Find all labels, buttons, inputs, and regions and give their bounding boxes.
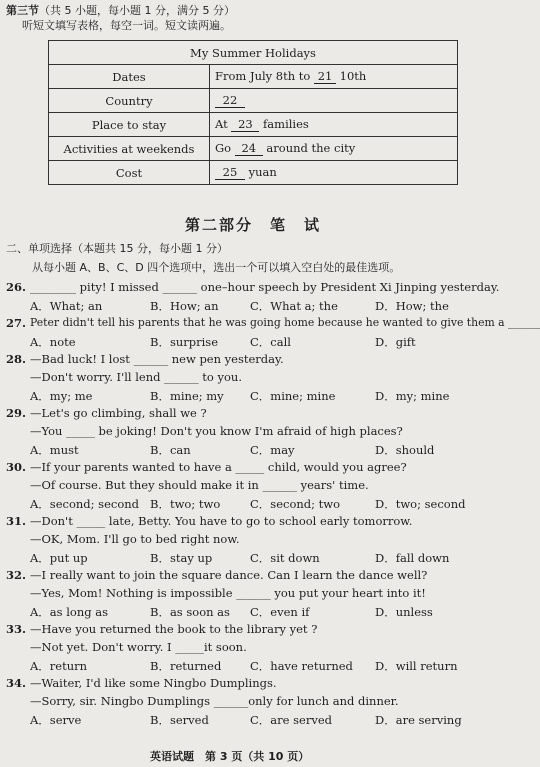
option-a: A．second; second [30,497,140,511]
question-number: 27. [6,316,27,330]
option-d: D．fall down [375,551,450,565]
option-b: B．returned [150,659,222,673]
question-line: —Waiter, I'd like some Ningbo Dumplings. [30,676,277,690]
option-b: B．can [150,443,191,457]
blank-24: 24 [235,141,263,156]
option-b: B．mine; my [150,389,224,403]
question-line: —Not yet. Don't worry. I _____it soon. [30,640,247,654]
option-d: D．unless [375,605,433,619]
question-line: —If your parents wanted to have a _____ child, would you agree? [30,460,407,474]
row-label: Activities at weekends [49,137,210,161]
table-row [49,89,458,113]
row-label: Country [49,89,210,113]
question-number: 28. [6,352,27,366]
summer-holidays-table [48,40,458,185]
row-value: At 23 families [210,113,458,137]
option-a: A．put up [30,551,88,565]
option-b: B．as soon as [150,605,230,619]
option-b: B．surprise [150,335,219,349]
question-number: 29. [6,406,27,420]
question-line: Peter didn't tell his parents that he was going home because he wanted to give them a ______ [30,316,540,329]
option-c: C．What a; the [250,299,338,313]
row-label: Cost [49,161,210,185]
option-c: C．second; two [250,497,341,511]
option-a: A．must [30,443,79,457]
question-line: —Yes, Mom! Nothing is impossible ______ you put your heart into it! [30,586,426,600]
option-a: A．return [30,659,88,673]
question-number: 30. [6,460,27,474]
blank-25: 25 [215,165,245,180]
row-value: 25 yuan [210,161,458,185]
question-number: 33. [6,622,27,636]
section-3-heading: 第三节（共 5 小题，每小题 1 分，满分 5 分） [6,4,235,17]
section-3-instruction: 听短文填写表格，每空一词。短文读两遍。 [22,19,231,32]
row-label: Dates [49,65,210,89]
question-line: —Let's go climbing, shall we ? [30,406,207,420]
question-number: 31. [6,514,27,528]
option-b: B．How; an [150,299,219,313]
page-footer: 英语试题 第 3 页（共 10 页） [150,750,310,763]
question-line: —I really want to join the square dance. Can I learn the dance well? [30,568,428,582]
question-line: —Sorry, sir. Ningbo Dumplings ______only for lunch and dinner. [30,694,399,708]
blank-23: 23 [231,117,259,132]
part-2-title: 第二部分 笔 试 [185,216,322,234]
section-2-instruction: 从每小题 A、B、C、D 四个选项中，选出一个可以填入空白处的最佳选项。 [32,261,401,274]
row-label: Place to stay [49,113,210,137]
option-d: D．How; the [375,299,449,313]
option-c: C．call [250,335,291,349]
option-a: A．note [30,335,76,349]
blank-22: 22 [215,93,245,108]
option-a: A．as long as [30,605,109,619]
table-row [49,65,458,89]
option-d: D．my; mine [375,389,450,403]
option-d: D．are serving [375,713,462,727]
question-line: —You _____ be joking! Don't you know I'm afraid of high places? [30,424,403,438]
question-number: 26. [6,280,27,294]
section-2-heading: 二、单项选择（本题共 15 分，每小题 1 分） [6,242,228,255]
option-d: D．gift [375,335,416,349]
question-number: 32. [6,568,27,582]
question-line: —OK, Mom. I'll go to bed right now. [30,532,240,546]
row-value: From July 8th to 21 10th [210,65,458,89]
row-value [210,89,458,113]
option-d: D．two; second [375,497,466,511]
question-line: —Don't _____ late, Betty. You have to go to school early tomorrow. [30,514,413,528]
option-a: A．What; an [30,299,103,313]
option-b: B．served [150,713,209,727]
option-b: B．stay up [150,551,213,565]
option-c: C．may [250,443,295,457]
row-value: Go 24 around the city [210,137,458,161]
option-d: D．should [375,443,435,457]
question-line: —Bad luck! I lost ______ new pen yesterday. [30,352,284,366]
option-c: C．have returned [250,659,353,673]
question-line: —Of course. But they should make it in ______ years' time. [30,478,369,492]
table-row [49,113,458,137]
option-c: C．sit down [250,551,320,565]
option-d: D．will return [375,659,458,673]
option-a: A．my; me [30,389,93,403]
option-a: A．serve [30,713,82,727]
option-c: C．are served [250,713,332,727]
question-line: —Don't worry. I'll lend ______ to you. [30,370,242,384]
table-title: My Summer Holidays [49,41,458,65]
option-c: C．mine; mine [250,389,336,403]
table-row [49,161,458,185]
question-line: —Have you returned the book to the library yet ? [30,622,318,636]
question-line: ________ pity! I missed ______ one–hour speech by President Xi Jinping yesterday. [30,280,500,294]
option-b: B．two; two [150,497,221,511]
table-row [49,137,458,161]
question-number: 34. [6,676,27,690]
blank-21: 21 [314,69,336,84]
option-c: C．even if [250,605,310,619]
